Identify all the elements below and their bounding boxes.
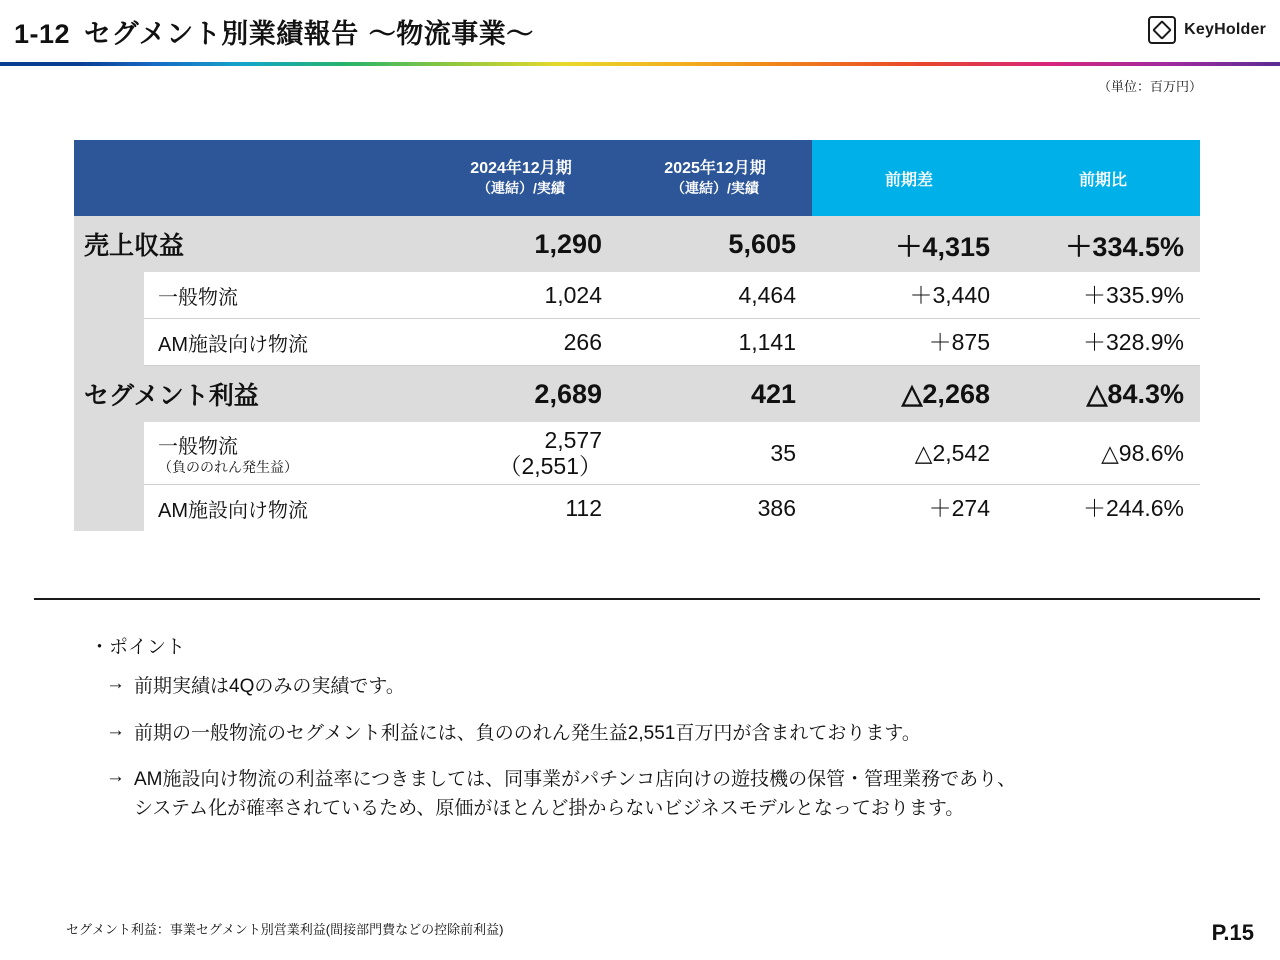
section-divider [34,598,1260,600]
general-logistics-revenue-fy2025: 4,464 [618,272,812,319]
header-cell-gutter [74,140,144,216]
general-logistics-profit-fy2025: 35 [618,422,812,485]
page-title-number: 1-12 [14,18,71,49]
header-cell-fy2024 [424,140,618,216]
financial-table-wrapper [74,140,1200,531]
am-logistics-revenue-diff: ＋875 [812,319,1006,366]
am-logistics-revenue-ratio: ＋328.9% [1006,319,1200,366]
row-label-am-logistics-revenue: AM施設向け物流 [144,319,424,366]
general-logistics-profit-sublabel: （負ののれん発生益） [158,458,298,475]
header-fy2024-line2: （連結）/実績 [477,180,565,197]
general-logistics-profit-label: 一般物流 [158,435,238,458]
header-rainbow-rule [0,62,1280,66]
header-cell-yoy-ratio: 前期比 [1006,140,1200,216]
segment-profit-fy2024: 2,689 [424,366,618,423]
row-label-am-logistics-profit: AM施設向け物流 [144,485,424,532]
page-number: P.15 [1211,920,1254,945]
table-row [74,319,1200,366]
unit-note: （単位：百万円） [1097,79,1202,94]
page-title [14,12,534,51]
arrow-icon: → [106,673,125,694]
general-logistics-profit-ratio: △98.6% [1006,422,1200,485]
brand-logo [1148,16,1266,44]
header-cell-yoy-diff: 前期差 [812,140,1006,216]
row-gutter [74,422,144,485]
point-text-3-line1: AM施設向け物流の利益率につきましては、同事業がパチンコ店向けの遊技機の保管・管理業務であり、 [134,769,1017,790]
header-fy2024-line1: 2024年12月期 [470,159,572,177]
segment-profit-fy2025: 421 [618,366,812,423]
table-header-row [74,140,1200,216]
header-fy2025-line2: （連結）/実績 [671,180,759,197]
row-gutter [74,272,144,319]
am-logistics-revenue-fy2025: 1,141 [618,319,812,366]
arrow-icon: → [106,766,125,787]
row-gutter [74,485,144,532]
am-logistics-revenue-fy2024: 266 [424,319,618,366]
general-logistics-profit-diff: △2,542 [812,422,1006,485]
am-logistics-profit-fy2025: 386 [618,485,812,532]
table-row [74,216,1200,272]
revenue-ratio: ＋334.5% [1006,216,1200,272]
arrow-icon: → [106,719,125,741]
table-row [74,272,1200,319]
am-logistics-profit-fy2024: 112 [424,485,618,532]
row-label-revenue: 売上収益 [74,216,424,272]
header-cell-fy2025 [618,140,812,216]
list-item [90,673,1240,702]
general-logistics-profit-fy2024-paren: （2,551） [498,453,602,479]
general-logistics-profit-fy2024-value: 2,577 [544,426,602,453]
footnote: セグメント利益：事業セグメント別営業利益(間接部門費などの控除前利益) [66,922,504,937]
page-title-main: セグメント別業績報告 [84,18,359,49]
financial-table [74,140,1200,531]
page-title-sub: 〜物流事業〜 [368,18,534,49]
points-section [90,632,1240,841]
point-text-2: 前期の一般物流のセグメント利益には、負ののれん発生益2,551百万円が含まれております。 [134,722,921,744]
table-row [74,485,1200,532]
segment-profit-diff: △2,268 [812,366,1006,423]
am-logistics-profit-diff: ＋274 [812,485,1006,532]
table-row [74,422,1200,485]
revenue-diff: ＋4,315 [812,216,1006,272]
points-title: ・ポイント [90,637,186,658]
table-row [74,366,1200,423]
row-label-general-logistics-profit [144,422,424,485]
point-text-1: 前期実績は4Qのみの実績です。 [134,676,405,697]
general-logistics-revenue-ratio: ＋335.9% [1006,272,1200,319]
header-cell-label [144,140,424,216]
header-fy2025-line1: 2025年12月期 [664,159,766,177]
row-label-segment-profit: セグメント利益 [74,366,424,423]
point-text-3 [134,766,1016,823]
keyholder-logo-icon [1148,16,1176,44]
point-text-3-line2: システム化が確率されているため、原価がほとんど掛からないビジネスモデルとなっております。 [134,797,965,819]
segment-profit-ratio: △84.3% [1006,366,1200,423]
list-item [90,720,1240,749]
general-logistics-profit-fy2024 [424,422,618,485]
revenue-fy2024: 1,290 [424,216,618,272]
general-logistics-revenue-fy2024: 1,024 [424,272,618,319]
row-label-general-logistics-revenue: 一般物流 [144,272,424,319]
slide-header [0,0,1280,62]
row-gutter [74,319,144,366]
am-logistics-profit-ratio: ＋244.6% [1006,485,1200,532]
general-logistics-revenue-diff: ＋3,440 [812,272,1006,319]
list-item [90,766,1240,823]
brand-logo-text: KeyHolder [1184,21,1266,38]
revenue-fy2025: 5,605 [618,216,812,272]
